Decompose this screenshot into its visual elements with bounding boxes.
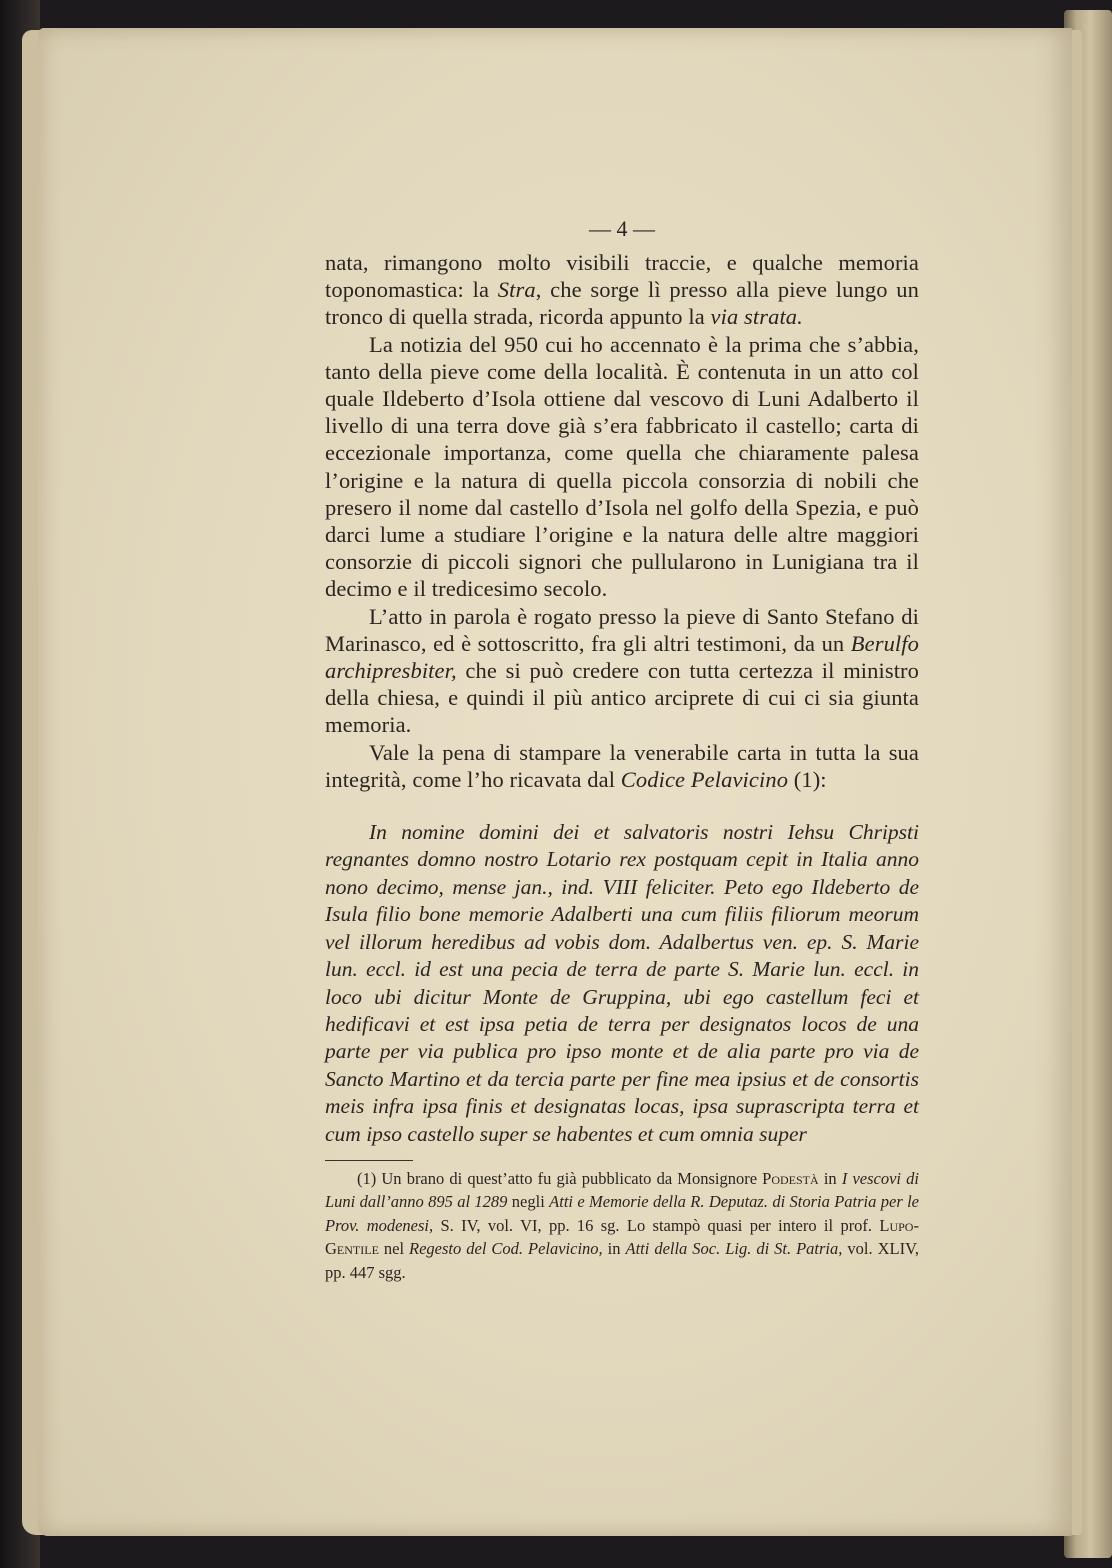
paragraph-2: La notizia del 950 cui ho accennato è la prima che s’abbia, tanto della pieve come della località. È contenuta in un atto col quale Ildeberto d’Isola ottiene dal vescovo di Luni Adalberto il livello di una terra dove già s’era fabbricato il castello; carta di eccezionale importanza, come quella che chiaramente palesa l’origine e la natura di quella piccola consorzia di nobili che presero il nome dal castello d’Isola nel golfo della Spezia, e può darci lume a studiare l’origine e la natura delle altre maggiori consorzie di piccoli signori che pullularono in Lunigiana tra il decimo e il tredicesimo secolo. <box>325 331 919 602</box>
footnote: (1) Un brano di quest’atto fu già pubblicato da Monsignore Podestà in I vescovi di Luni dall’anno 895 al 1289 negli Atti e Memorie della R. Deputaz. di Storia Patria per le Prov. modenesi, S. IV, vol. VI, pp. 16 sg. Lo stampò quasi per intero il prof. Lupo-Gentile nel Regesto del Cod. Pelavicino, in Atti della Soc. Lig. di St. Patria, vol. XLIV, pp. 447 sgg. <box>325 1168 919 1282</box>
paragraph-4: Vale la pena di stampare la venerabile carta in tutta la sua integrità, come l’ho ricavata dal Codice Pelavicino (1): <box>325 739 919 792</box>
page-number: — 4 — <box>589 216 655 241</box>
paragraph-3: L’atto in parola è rogato presso la pieve di Santo Stefano di Marinasco, ed è sottoscritto, fra gli altri testimoni, da un Berulfo archipresbiter, che si può credere con tutta certezza il ministro della chiesa, e quindi il più antico arciprete di cui ci sia giunta memoria. <box>325 603 919 738</box>
text-block <box>325 215 919 1284</box>
footnote-rule <box>325 1160 413 1161</box>
paragraph-1: nata, rimangono molto visibili traccie, e qualche memoria toponomastica: la Stra, che sorge lì presso alla pieve lungo un tronco di quella strada, ricorda appunto la via strata. <box>325 250 919 330</box>
latin-charter-text: In nomine domini dei et salvatoris nostri Iehsu Chripsti regnantes domno nostro Lotario rex postquam cepit in Italia anno nono decimo, mense jan., ind. VIII feliciter. Peto ego Ildeberto de Isula filio bone memorie Adalberti una cum filiis filiorum meorum vel illorum heredibus ad vobis dom. Adalbertus ven. ep. S. Marie lun. eccl. id est una pecia de terra de parte S. Marie lun. eccl. in loco ubi dicitur Monte de Gruppina, ubi ego castellum feci et hedificavi et est ipsa petia de terra per designatos locos de una parte per via publica pro ipso monte et de alia parte pro via de Sancto Martino et da tercia parte per fine mea ipsius et de consortis meis infra ipsa finis et designatas locas, ipsa suprascripta terra et cum ipso castello super se habentes et cum omnia super <box>325 820 919 1146</box>
